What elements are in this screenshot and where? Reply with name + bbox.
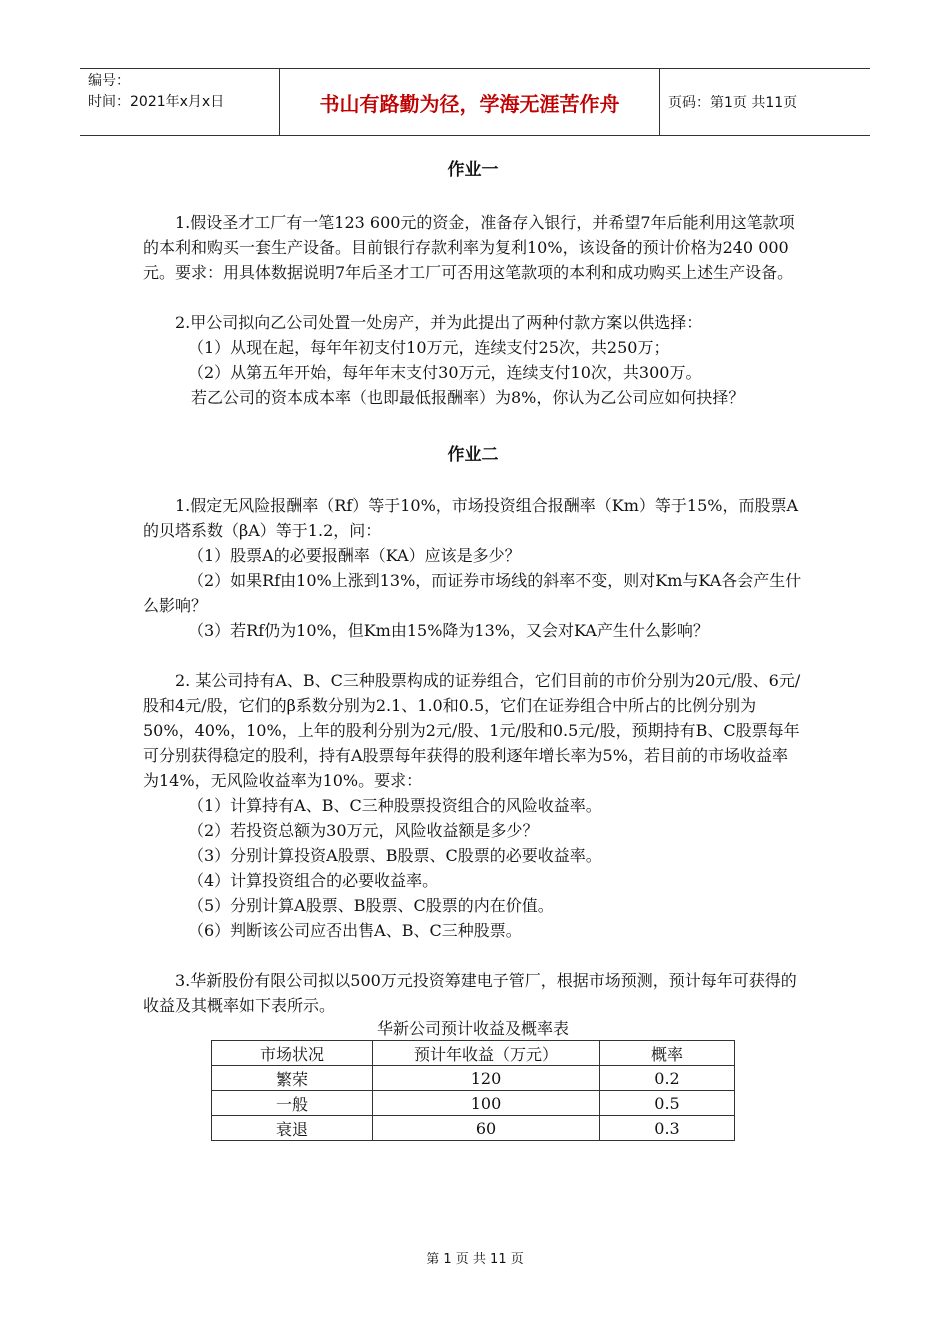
hw1-title: 作业一 (447, 160, 499, 180)
table-header-cell: 预计年收益（万元） (373, 1041, 600, 1066)
table-cell: 0.3 (600, 1116, 735, 1141)
table-header-cell: 概率 (600, 1041, 735, 1066)
table-header-cell: 市场状况 (212, 1041, 373, 1066)
revenue-probability-table (211, 1040, 735, 1141)
header-meta (80, 69, 280, 135)
table-cell: 0.2 (600, 1066, 735, 1091)
hw2-q2-sub3: （3）分别计算投资A股票、B股票、C股票的必要收益率。 (188, 846, 602, 865)
table-cell: 120 (373, 1066, 600, 1091)
table-cell: 衰退 (212, 1116, 373, 1141)
hw2-q1-sub1: （1）股票A的必要报酬率（KA）应该是多少？ (188, 546, 521, 565)
hw2-q2-sub4: （4）计算投资组合的必要收益率。 (188, 871, 439, 890)
header-number: 编号： (88, 73, 130, 89)
hw2-q1-sub3: （3）若Rf仍为10%，但Km由15%降为13%，又会对KA产生什么影响？ (188, 621, 709, 640)
table-cell: 0.5 (600, 1091, 735, 1116)
table-cell: 100 (373, 1091, 600, 1116)
hw1-q2-option1: （1）从现在起，每年年初支付10万元，连续支付25次，共250万； (188, 338, 670, 357)
header-page-label: 页码：第1页 共11页 (668, 95, 798, 111)
hw1-q1: 1.假设圣才工厂有一笔123 600元的资金，准备存入银行，并希望7年后能利用这笔款项的本利和购买一套生产设备。目前银行存款利率为复利10%，该设备的预计价格为240 000元。要求：用具体数据说明7年后圣才工厂可否用这笔款项的本利和成功购买上述生产设备。 (143, 213, 795, 282)
hw1-q2-question: 若乙公司的资本成本率（也即最低报酬率）为8%，你认为乙公司应如何抉择？ (191, 388, 745, 407)
hw1-q2-option2: （2）从第五年开始，每年年末支付30万元，连续支付10次，共300万。 (188, 363, 702, 382)
table-caption: 华新公司预计收益及概率表 (376, 1019, 569, 1038)
hw2-q2-sub1: （1）计算持有A、B、C三种股票投资组合的风险收益率。 (188, 796, 602, 815)
header-time: 时间：2021年x月x日 (88, 94, 225, 110)
hw2-q2-sub5: （5）分别计算A股票、B股票、C股票的内在价值。 (188, 896, 554, 915)
hw1-q2-intro: 2.甲公司拟向乙公司处置一处房产，并为此提出了两种付款方案以供选择： (175, 313, 703, 332)
hw2-q3-intro: 3.华新股份有限公司拟以500万元投资筹建电子管厂，根据市场预测，预计每年可获得的收益及其概率如下表所示。 (143, 971, 797, 1015)
table-header-row (212, 1041, 735, 1066)
document-body (143, 155, 803, 1141)
page-footer: 第 1 页 共 11 页 (426, 1252, 524, 1267)
table-cell: 繁荣 (212, 1066, 373, 1091)
hw2-q2-sub6: （6）判断该公司应否出售A、B、C三种股票。 (188, 921, 522, 940)
hw2-q1-sub2: （2）如果Rf由10%上涨到13%，而证券市场线的斜率不变，则对Km与KA各会产生什么影响？ (143, 571, 802, 615)
hw2-title: 作业二 (447, 445, 499, 465)
table-row (212, 1091, 735, 1116)
table-row (212, 1116, 735, 1141)
hw2-q2-sub2: （2）若投资总额为30万元，风险收益额是多少？ (188, 821, 539, 840)
header-motto: 书山有路勤为径，学海无涯苦作舟 (280, 69, 660, 135)
table-row (212, 1066, 735, 1091)
hw2-q1-intro: 1.假定无风险报酬率（Rf）等于10%，市场投资组合报酬率（Km）等于15%，而股票A的贝塔系数（βA）等于1.2，问： (143, 496, 799, 540)
hw2-q2-intro: 2. 某公司持有A、B、C三种股票构成的证券组合，它们目前的市价分别为20元/股、6元/股和4元/股，它们的β系数分别为2.1、1.0和0.5，它们在证券组合中所占的比例分别为50%，40%，10%，上年的股利分别为2元/股、1元/股和0.5元/股，预期持有B、C股票每年可分别获得稳定的股利，持有A股票每年获得的股利逐年增长率为5%，若目前的市场收益率为14%，无风险收益率为10%。要求： (143, 671, 801, 790)
table-cell: 60 (373, 1116, 600, 1141)
table-cell: 一般 (212, 1091, 373, 1116)
page-header (80, 68, 870, 136)
